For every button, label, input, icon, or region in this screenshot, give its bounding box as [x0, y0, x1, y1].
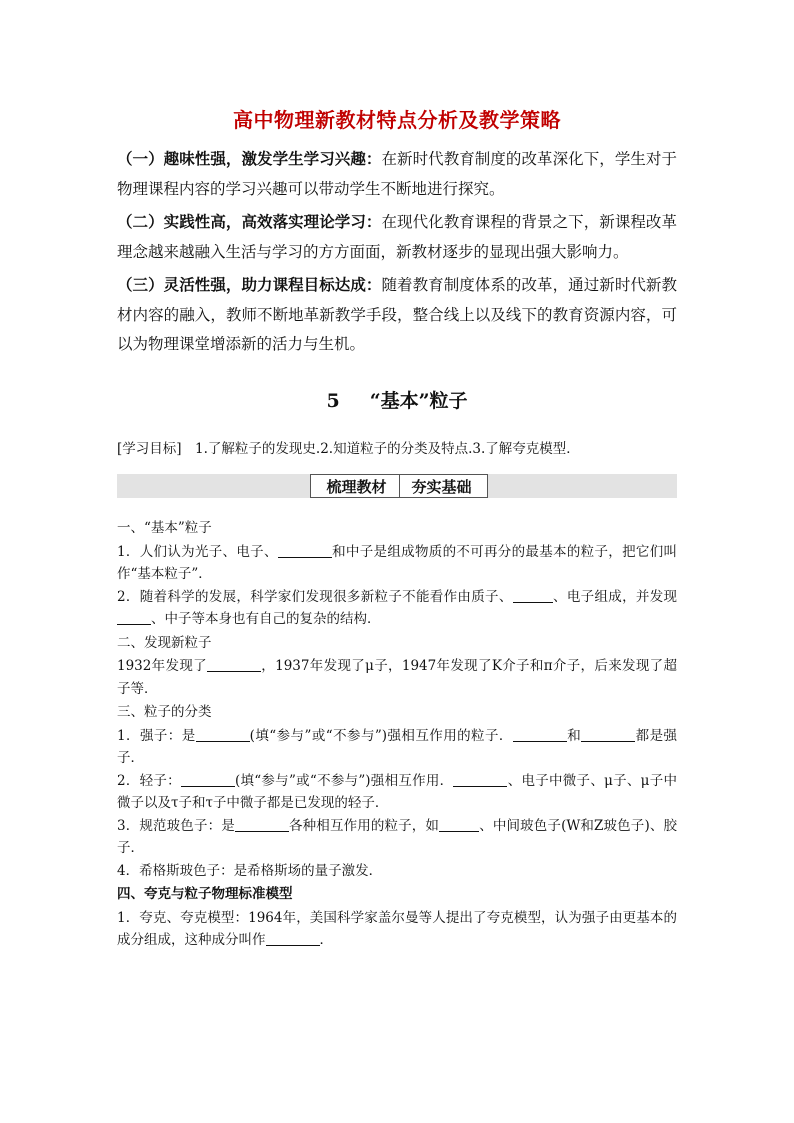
- fill-blank[interactable]: [513, 588, 553, 603]
- fill-blank[interactable]: [278, 543, 332, 558]
- para-6: [117, 815, 677, 860]
- para-1-b: 和中子是组成物质的不可再分的最基本的粒子，把它们叫作“基本粒子”．: [117, 543, 678, 582]
- para-4-d: 都是强子．: [117, 727, 678, 766]
- banner-left-label: 梳理教材: [326, 477, 387, 496]
- heading-1: 一、“基本”粒子: [117, 520, 212, 536]
- fill-blank[interactable]: [235, 817, 289, 832]
- intro-block: [117, 144, 677, 360]
- intro-lead-2: （二）实践性高，高效落实理论学习：: [117, 212, 382, 231]
- para-8: [117, 907, 677, 952]
- heading-2: 二、发现新粒子: [117, 634, 212, 651]
- banner-right-label: 夯实基础: [411, 477, 472, 496]
- para-2: [117, 586, 677, 631]
- para-8-a: 1．夸克、夸克模型：1964年，美国科学家盖尔曼等人提出了夸克模型，认为强子由更基本的成分组成，这种成分叫作: [117, 909, 677, 948]
- section-name: “基本”粒子: [369, 390, 468, 412]
- fill-blank[interactable]: [117, 610, 151, 625]
- fill-blank[interactable]: [207, 657, 261, 672]
- para-4: [117, 725, 677, 770]
- fill-blank[interactable]: [581, 727, 635, 742]
- fill-blank[interactable]: [513, 727, 567, 742]
- para-3-b: ，1937年发现了μ子，1947年发现了K介子和π介子，后来发现了超子等．: [117, 658, 677, 697]
- fill-blank[interactable]: [439, 817, 479, 832]
- banner-label: [310, 474, 488, 498]
- intro-text-2: 在现代化教育课程的背景之下，新课程改革理念越来越融入生活与学习的方方面面，新教材逐步的显现出强大影响力。: [117, 213, 677, 261]
- para-3-a: 1932年发现了: [117, 658, 207, 674]
- banner-divider: [399, 475, 400, 497]
- para-2-a: 2．随着科学的发展，科学家们发现很多新粒子不能看作由质子、: [117, 588, 513, 605]
- para-6-c: 、中间玻色子(W和Z玻色子)、胶子．: [117, 817, 677, 856]
- para-1: [117, 541, 677, 586]
- para-5-c: 、电子中微子、μ子、μ子中微子以及τ子和τ子中微子都是已发现的轻子．: [117, 772, 677, 811]
- page-title: 高中物理新教材特点分析及教学策略: [233, 108, 561, 132]
- para-8-b: ．: [319, 932, 333, 948]
- intro-item-1: [117, 144, 677, 204]
- heading-3: 三、粒子的分类: [117, 704, 212, 720]
- para-5-b: (填“参与”或“不参与”)强相互作用．: [234, 772, 454, 789]
- para-4-a: 1．强子：是: [117, 727, 196, 744]
- para-2-b: 、电子组成，并发现: [552, 588, 678, 605]
- para-4-c: 和: [566, 727, 582, 744]
- section-number: 5: [326, 390, 340, 412]
- section-banner: [117, 474, 677, 498]
- heading-4: 四、夸克与粒子物理标准模型: [117, 886, 293, 902]
- content-body: [117, 516, 677, 952]
- fill-blank[interactable]: [181, 772, 235, 787]
- fill-blank[interactable]: [453, 772, 507, 787]
- section-title: [0, 386, 794, 413]
- intro-lead-3: （三）灵活性强，助力课程目标达成：: [117, 275, 382, 294]
- intro-item-3: [117, 270, 677, 360]
- para-5: [117, 770, 677, 815]
- para-6-a: 3．规范玻色子：是: [117, 817, 235, 834]
- fill-blank[interactable]: [196, 727, 250, 742]
- intro-text-3: 随着教育制度体系的改革，通过新时代新教材内容的融入，教师不断地革新教学手段，整合线上以及线下的教育资源内容，可以为物理课堂增添新的活力与生机。: [117, 276, 677, 353]
- intro-item-2: [117, 207, 677, 267]
- para-2-c: 、中子等本身也有自己的复杂的结构．: [151, 611, 381, 627]
- para-6-b: 各种相互作用的粒子，如: [288, 817, 440, 834]
- para-7: 4．希格斯玻色子：是希格斯场的量子激发．: [117, 862, 383, 879]
- para-5-a: 2．轻子：: [117, 772, 181, 789]
- para-4-b: (填“参与”或“不参与”)强相互作用的粒子．: [249, 727, 513, 744]
- fill-blank[interactable]: [266, 931, 320, 946]
- intro-lead-1: （一）趣味性强，激发学生学习兴趣：: [117, 149, 382, 168]
- para-3: [117, 655, 677, 700]
- intro-text-1: 在新时代教育制度的改革深化下，学生对于物理课程内容的学习兴趣可以带动学生不断地进行探究。: [117, 150, 677, 198]
- learning-objectives: [学习目标] 1.了解粒子的发现史.2.知道粒子的分类及特点.3.了解夸克模型．: [117, 441, 580, 457]
- para-1-a: 1．人们认为光子、电子、: [117, 543, 278, 560]
